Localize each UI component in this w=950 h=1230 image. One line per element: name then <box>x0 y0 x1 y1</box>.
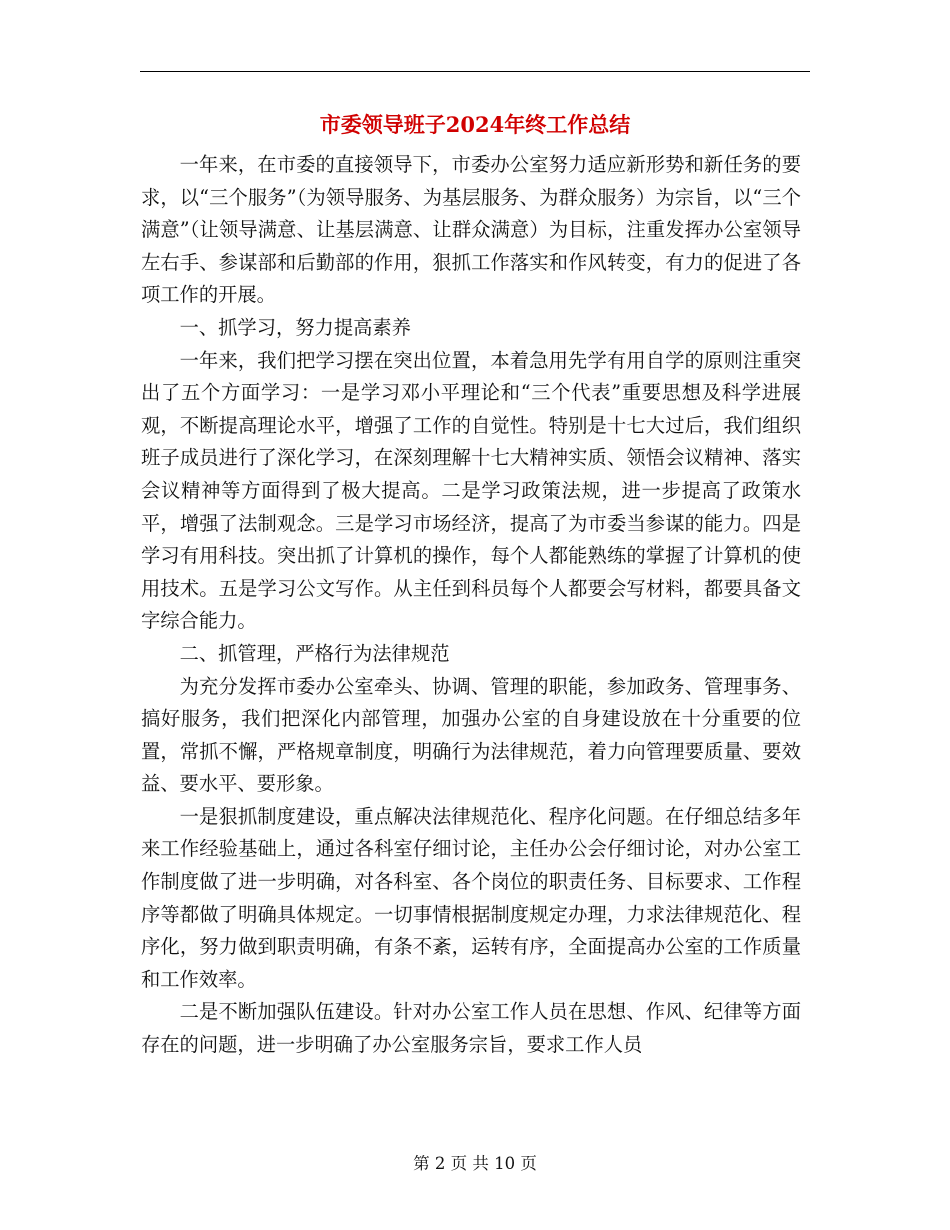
paragraph-intro: 一年来，在市委的直接领导下，市委办公室努力适应新形势和新任务的要求，以“三个服务”（为领导服务、为基层服务、为群众服务）为宗旨，以“三个满意”（让领导满意、让基层满意、让群众满意）为目标，注重发挥办公室领导左右手、参谋部和后勤部的作用，狠抓工作落实和作风转变，有力的促进了各项工作的开展。 <box>141 153 801 307</box>
document-title: 市委领导班子2024年终工作总结 <box>319 112 631 137</box>
section-heading-management: 二、抓管理，严格行为法律规范 <box>179 641 450 665</box>
paragraph-study: 一年来，我们把学习摆在突出位置，本着急用先学有用自学的原则注重突出了五个方面学习：一是学习邓小平理论和“三个代表”重要思想及科学进展观，不断提高理论水平，增强了工作的自觉性。特别是十七大过后，我们组织班子成员进行了深化学习，在深刻理解十七大精神实质、领悟会议精神、落实会议精神等方面得到了极大提高。二是学习政策法规，进一步提高了政策水平，增强了法制观念。三是学习市场经济，提高了为市委当参谋的能力。四是学习有用科技。突出抓了计算机的操作，每个人都能熟练的掌握了计算机的使用技术。五是学习公文写作。从主任到科员每个人都要会写材料，都要具备文字综合能力。 <box>141 348 801 633</box>
header-rule <box>140 71 810 72</box>
section-heading-study: 一、抓学习，努力提高素养 <box>179 315 411 339</box>
page-number-footer: 第 2 页 共 10 页 <box>413 1154 537 1173</box>
paragraph-management: 为充分发挥市委办公室牵头、协调、管理的职能，参加政务、管理事务、搞好服务，我们把深化内部管理，加强办公室的自身建设放在十分重要的位置，常抓不懈，严格规章制度，明确行为法律规范，着力向管理要质量、要效益、要水平、要形象。 <box>141 674 801 796</box>
paragraph-team-building: 二是不断加强队伍建设。针对办公室工作人员在思想、作风、纪律等方面存在的问题，进一步明确了办公室服务宗旨，要求工作人员 <box>141 1000 801 1057</box>
paragraph-institution-building: 一是狠抓制度建设，重点解决法律规范化、程序化问题。在仔细总结多年来工作经验基础上，通过各科室仔细讨论，主任办公会仔细讨论，对办公室工作制度做了进一步明确，对各科室、各个岗位的职责任务、目标要求、工作程序等都做了明确具体规定。一切事情根据制度规定办理，力求法律规范化、程序化，努力做到职责明确，有条不紊，运转有序，全面提高办公室的工作质量和工作效率。 <box>141 804 801 991</box>
document-body <box>141 149 801 1062</box>
